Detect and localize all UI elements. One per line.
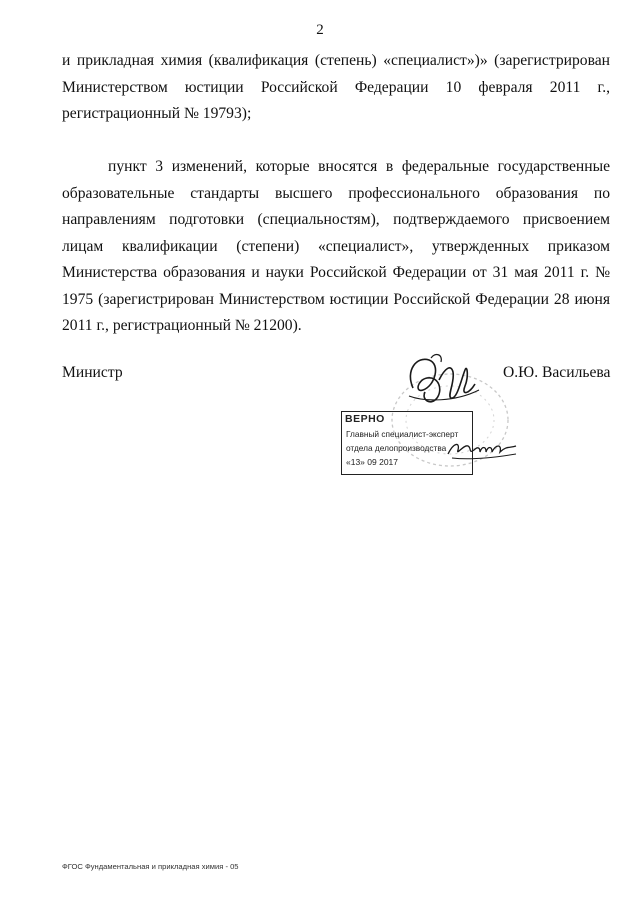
footer-label: ФГОС Фундаментальная и прикладная химия - 05 — [62, 862, 239, 871]
paragraph-2: пункт 3 изменений, которые вносятся в федеральные государственные образовательные стандарты высшего профессионального образования по направлениям подготовки (специальностям), подтверждаемого присвоением лицам квалификации (степени) «специалист», утвержденных приказом Министерства образования и науки Российской Федерации от 31 мая 2011 г. № 1975 (зарегистрирован Министерством юстиции Российской Федерации 28 июня 2011 г., регистрационный № 21200). — [62, 158, 610, 334]
stamp-position-line: Главный специалист-эксперт — [346, 429, 459, 439]
stamp-signature-image — [446, 436, 518, 462]
signatory-title: Министр — [62, 364, 123, 381]
stamp-title: ВЕРНО — [345, 413, 385, 425]
signatory-name: О.Ю. Васильева — [503, 364, 611, 381]
stamp-date: «13» 09 2017 — [346, 457, 398, 467]
page-number: 2 — [316, 22, 324, 38]
paragraph-1: и прикладная химия (квалификация (степень) «специалист»)» (зарегистрирован Министерством юстиции Российской Федерации 10 февраля 2011 г., регистрационный № 19793); — [62, 52, 610, 122]
minister-signature-image — [395, 350, 485, 412]
stamp-department-line: отдела делопроизводства — [346, 443, 447, 453]
